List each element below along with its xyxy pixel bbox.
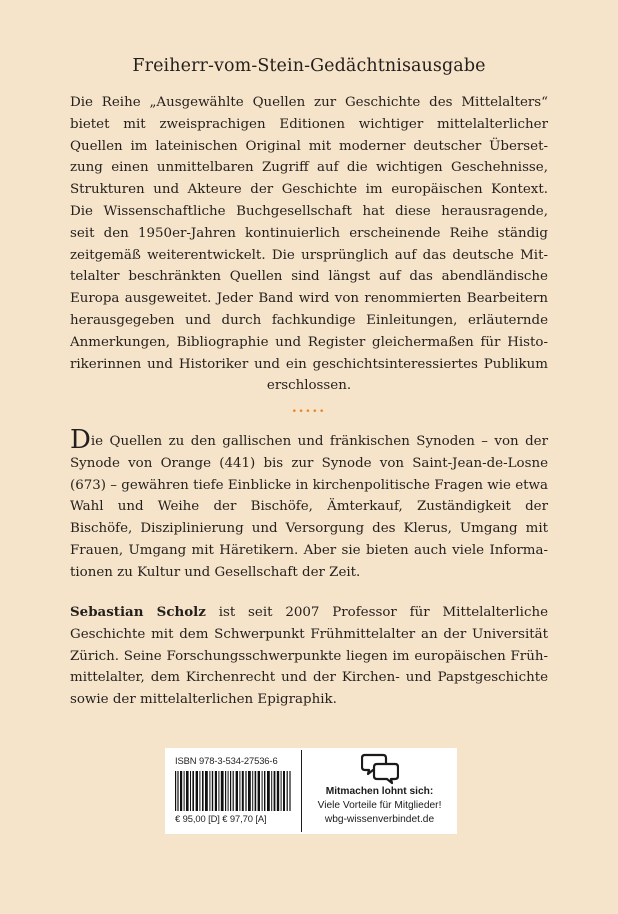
text-line: sowie der mittelalterlichen Epigraphik. xyxy=(70,692,337,708)
text-fragment: ie Quellen zu den gallischen und fränkischen Synoden – von der xyxy=(90,434,548,449)
barcode-panel xyxy=(165,748,301,834)
text-line xyxy=(70,602,548,624)
text-line: Quellen im lateinischen Original mit moderner deutscher Überset- xyxy=(70,138,548,154)
text-line: seit den 1950er-Jahren kontinuierlich erscheinende Reihe ständig xyxy=(70,225,548,241)
text-line: Europa ausgeweitet. Jeder Band wird von renommierten Bearbeitern xyxy=(70,291,548,307)
membership-benefit: Viele Vorteile für Mitglieder! xyxy=(317,800,442,811)
isbn-box xyxy=(165,748,457,834)
text-line xyxy=(70,425,548,455)
text-line: Bischöfe, Disziplinierung und Versorgung des Klerus, Umgang mit xyxy=(70,521,548,537)
text-line: erschlossen. xyxy=(266,378,352,394)
text-line: Strukturen und Akteure der Geschichte im europäischen Kontext. xyxy=(70,182,548,198)
text-line: zung einen unmittelbaren Zugriff auf die wichtigen Geschehnisse, xyxy=(70,160,548,176)
text-fragment: ist seit 2007 Professor für Mittelalterliche xyxy=(205,605,548,620)
text-line: bietet mit zweisprachigen Editionen wichtiger mittelalterlicher xyxy=(70,116,548,132)
synod-description xyxy=(70,425,548,584)
text-line: Anmerkungen, Bibliographie und Register gleichermaßen für Histo- xyxy=(70,334,548,350)
text-line: telalter beschränkten Quellen sind längst auf das abendländische xyxy=(70,269,548,285)
website-link[interactable]: wbg-wissenverbindet.de xyxy=(324,814,435,825)
text-line: Frauen, Umgang mit Häretikern. Aber sie bieten auch viele Informa- xyxy=(70,542,548,558)
text-line: Geschichte mit dem Schwerpunkt Frühmittelalter an der Universität xyxy=(70,626,548,642)
text-line: Die Wissenschaftliche Buchgesellschaft hat diese herausragende, xyxy=(70,203,548,219)
text-line: Wahl und Weihe der Bischöfe, Ämterkauf, Zuständigkeit der xyxy=(70,499,548,515)
membership-panel xyxy=(302,748,457,834)
text-line: tionen zu Kultur und Gesellschaft der Zeit. xyxy=(70,564,361,580)
author-name: Sebastian Scholz xyxy=(70,604,206,620)
section-separator-dots: ..... xyxy=(291,400,327,416)
drop-cap: D xyxy=(70,425,91,455)
chat-bubbles-icon xyxy=(361,752,399,786)
text-line: herausgegeben und durch fachkundige Einleitungen, erläuternde xyxy=(70,312,548,328)
membership-heading: Mitmachen lohnt sich: xyxy=(325,786,434,797)
text-line: mittelalter, dem Kirchenrecht und der Kirchen- und Papstgeschichte xyxy=(70,670,548,686)
series-description xyxy=(70,92,548,397)
text-line: Synode von Orange (441) bis zur Synode von Saint-Jean-de-Losne xyxy=(70,455,548,471)
page-title: Freiherr-vom-Stein-Gedächtnisausgabe xyxy=(132,56,486,76)
isbn-number: ISBN 978-3-534-27536-6 xyxy=(175,755,278,766)
text-line: Die Reihe „Ausgewählte Quellen zur Geschichte des Mittelalters“ xyxy=(70,95,548,110)
text-line: (673) – gewähren tiefe Einblicke in kirchenpolitische Fragen wie etwa xyxy=(70,477,548,493)
barcode-icon xyxy=(175,771,291,811)
price-label: € 95,00 [D] € 97,70 [A] xyxy=(175,813,267,824)
text-line: zeitgemäß weiterentwickelt. Die ursprünglich auf das deutsche Mit- xyxy=(70,247,548,263)
text-line: Zürich. Seine Forschungsschwerpunkte liegen im europäischen Früh- xyxy=(70,648,548,664)
text-line: rikerinnen und Historiker und ein geschichtsinteressiertes Publikum xyxy=(70,356,548,372)
author-bio xyxy=(70,602,548,711)
